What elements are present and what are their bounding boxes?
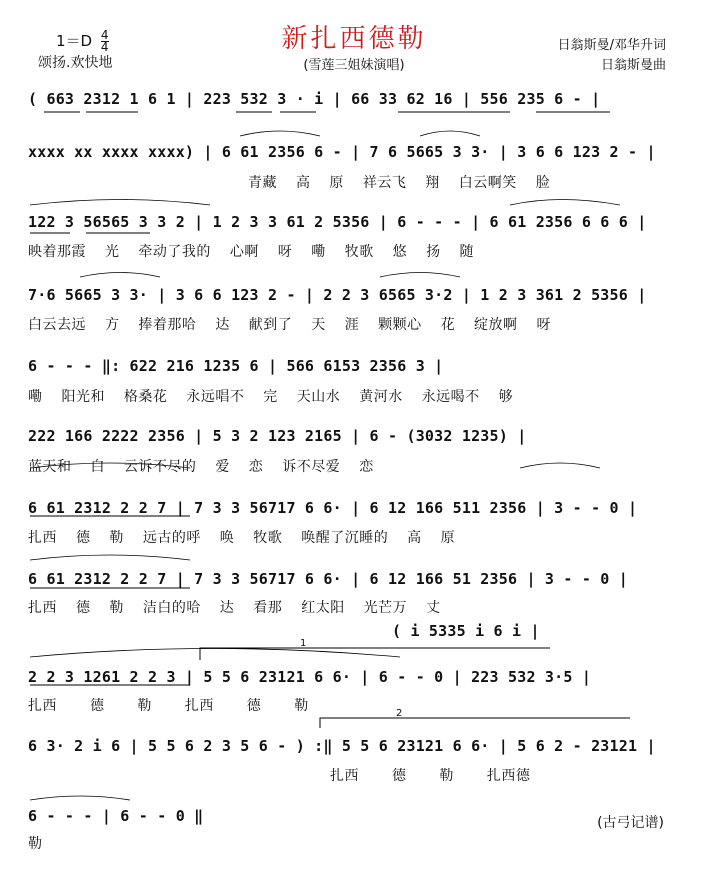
lyrics-line-10: 扎西 德 勒 扎西德 bbox=[330, 768, 531, 784]
lyrics-line-11: 勒 bbox=[28, 836, 43, 852]
slur-arc bbox=[420, 131, 480, 136]
key-text: 1＝D bbox=[56, 32, 93, 50]
volta-2-bracket bbox=[320, 718, 630, 728]
score-line-9: 2 2 3 1261 2 2 3 | 5 5 6 23121 6 6· | 6 - - 0 | 223 532 3·5 | bbox=[28, 668, 592, 686]
score-line-2: xxxx xx xxxx xxxx) | 6 61 2356 6 - | 7 6 5665 3 3· | 3 6 6 123 2 - | bbox=[28, 143, 656, 161]
score-line-7: 6 61 2312 2 2 7 | 7 3 3 56717 6 6· | 6 12 166 511 2356 | 3 - - 0 | bbox=[28, 499, 638, 517]
time-top: 4 bbox=[100, 28, 109, 42]
lyrics-line-3: 映着那霞 光 牵动了我的 心啊 呀 嘞 牧歌 悠 扬 随 bbox=[28, 244, 475, 260]
volta-1-number: 1 bbox=[300, 638, 307, 649]
slur-arc bbox=[380, 273, 460, 278]
lyrics-line-5: 嘞 阳光和 格桑花 永远唱不 完 天山水 黄河水 永远喝不 够 bbox=[28, 389, 514, 405]
performer: (雪莲三姐妹演唱) bbox=[303, 58, 405, 73]
lyrics-line-7: 扎西 德 勒 远古的呼 唤 牧歌 唤醒了沉睡的 高 原 bbox=[28, 530, 456, 546]
slur-arc bbox=[30, 200, 210, 206]
lyrics-line-4: 白云去远 方 捧着那哈 达 献到了 天 涯 颗颗心 花 绽放啊 呀 bbox=[28, 317, 552, 333]
song-title: 新扎西德勒 bbox=[281, 24, 427, 54]
time-bottom: 4 bbox=[100, 40, 109, 54]
slur-arc bbox=[30, 649, 400, 658]
lyrics-line-6: 蓝天和 白 云诉不尽的 爱 恋 诉不尽爱 恋 bbox=[28, 459, 374, 475]
slur-arc bbox=[240, 131, 320, 136]
lyrics-line-8: 扎西 德 勒 洁白的哈 达 看那 红太阳 光芒万 丈 bbox=[28, 600, 441, 616]
slur-arc bbox=[80, 273, 160, 278]
slur-arc bbox=[30, 555, 190, 560]
score-line-8: 6 61 2312 2 2 7 | 7 3 3 56717 6 6· | 6 12 166 51 2356 | 3 - - 0 | bbox=[28, 570, 628, 588]
score-line-11: 6 - - - | 6 - - 0 ‖ bbox=[28, 807, 204, 825]
score-line-8b: ( i 5335 i 6 i | bbox=[392, 622, 540, 640]
time-signature bbox=[101, 30, 109, 53]
slur-arc bbox=[30, 796, 130, 800]
key-signature bbox=[56, 30, 109, 53]
composer: 日翁斯曼曲 bbox=[600, 58, 666, 73]
volta-1-bracket bbox=[200, 648, 550, 660]
lyrics-line-9: 扎西 德 勒 扎西 德 勒 bbox=[28, 698, 309, 714]
transcriber-note: (古弓记谱) bbox=[597, 815, 664, 831]
lyricist: 日翁斯曼/邓华升词 bbox=[557, 38, 666, 53]
score-line-1: ( 663 2312 1 6 1 | 223 532 3 · i | 66 33 62 16 | 556 235 6 - | bbox=[28, 90, 601, 108]
slur-arc bbox=[510, 200, 620, 206]
tempo-marking: 颂扬.欢快地 bbox=[38, 55, 113, 71]
score-line-10: 6 3· 2 i 6 | 5 5 6 2 3 5 6 - ) :‖ 5 5 6 23121 6 6· | 5 6 2 - 23121 | bbox=[28, 737, 656, 755]
score-line-4: 7·6 5665 3 3· | 3 6 6 123 2 - | 2 2 3 6565 3·2 | 1 2 3 361 2 5356 | bbox=[28, 286, 647, 304]
score-line-6: 222 166 2222 2356 | 5 3 2 123 2165 | 6 - (3032 1235) | bbox=[28, 427, 527, 445]
score-line-5: 6 - - - ‖: 622 216 1235 6 | 566 6153 2356 3 | bbox=[28, 357, 444, 375]
lyrics-line-2: 青藏 高 原 祥云飞 翔 白云啊笑 脸 bbox=[248, 175, 551, 191]
score-line-3: 122 3 56565 3 3 2 | 1 2 3 3 61 2 5356 | 6 - - - | 6 61 2356 6 6 6 | bbox=[28, 213, 647, 231]
volta-2-number: 2 bbox=[396, 708, 403, 719]
